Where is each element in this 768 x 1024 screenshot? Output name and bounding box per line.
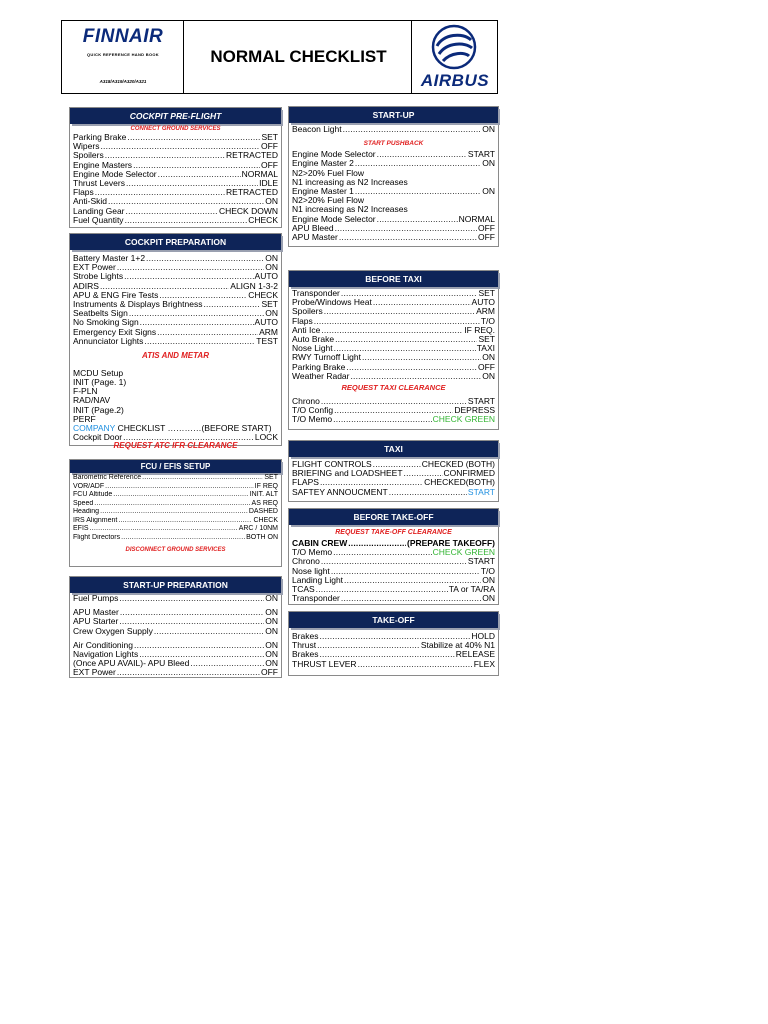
item-label: Brakes	[292, 650, 319, 660]
checklist-row	[73, 133, 278, 142]
checklist-row	[73, 197, 278, 206]
checklist-row	[73, 318, 278, 327]
checklist-row	[292, 557, 495, 566]
checklist-row	[292, 363, 495, 372]
item-label: Seatbelts Sign	[73, 309, 128, 319]
item-label: Beacon Light	[292, 125, 342, 134]
checklist-row	[292, 298, 495, 307]
item-value: IF REQ	[254, 482, 278, 490]
mcdu-step: INIT (Page.2)	[73, 404, 124, 415]
item-label: Engine Master 1	[292, 186, 354, 196]
checklist-row	[292, 150, 495, 159]
item-label: THRUST LEVER	[292, 659, 357, 669]
item-value: SET	[478, 289, 495, 298]
item-label: RWY Turnoff Light	[292, 353, 361, 363]
checklist-row	[292, 567, 495, 576]
item-label: Crew Oxygen Supply	[73, 626, 153, 636]
item-value: ON	[482, 353, 495, 363]
item-value: LOCK	[254, 433, 278, 443]
item-value: ON	[265, 608, 278, 618]
item-label: APU Starter	[73, 617, 119, 627]
item-value: START	[467, 557, 495, 567]
airbus-logo: AIRBUS	[420, 71, 490, 90]
item-label: Heading	[73, 508, 100, 515]
item-value: ON	[265, 626, 278, 636]
item-value: T/O	[480, 316, 495, 326]
item-label: T/O Config	[292, 406, 334, 416]
mcdu-step: RAD/NAV	[73, 395, 111, 406]
item-value: CHECK GREEN	[432, 415, 495, 425]
item-value: RETRACTED	[226, 151, 278, 161]
checklist-row	[73, 179, 278, 188]
item-value: T/O	[480, 566, 495, 576]
item-value: ON	[482, 594, 495, 604]
item-label: Nose light	[292, 566, 330, 576]
section-title: TAKE-OFF	[289, 612, 498, 628]
item-label: Fuel Pumps	[73, 594, 119, 603]
checklist-row	[73, 170, 278, 179]
item-label: No Smoking Sign	[73, 318, 139, 328]
item-value: AS REQ	[251, 499, 278, 507]
item-label: Parking Brake	[292, 362, 346, 372]
disconnect-ground-note: DISCONNECT GROUND SERVICES	[125, 547, 226, 553]
section-title: START-UP PREPARATION	[70, 577, 281, 593]
item-value: TA or TA/RA	[448, 584, 495, 594]
item-value: INIT. ALT	[249, 491, 278, 498]
n1-increasing-text: N1 increasing as N2 Increases	[292, 204, 408, 215]
startup-section	[288, 106, 499, 247]
finnair-logo-cell	[62, 21, 184, 93]
checklist-row	[292, 539, 495, 548]
item-label: Anti-Skid	[73, 197, 108, 207]
item-value: ON	[482, 371, 495, 381]
checklist-row	[73, 491, 278, 500]
item-label: Engine Masters	[73, 160, 133, 170]
item-value: (PREPARE TAKEOFF)	[407, 539, 495, 548]
checklist-row	[292, 632, 495, 641]
checklist-row	[73, 291, 278, 300]
company-checklist-text: CHECKLIST …………(BEFORE START)	[115, 423, 272, 434]
item-label: Probe/Windows Heat	[292, 298, 372, 308]
atis-metar-note: ATIS AND METAR	[142, 350, 209, 360]
item-label: Instruments & Displays Brightness	[73, 299, 203, 309]
item-label: Chrono	[292, 396, 320, 406]
item-label: Engine Mode Selector	[292, 150, 376, 160]
checklist-row	[73, 309, 278, 318]
item-label: Anti Ice	[292, 325, 321, 335]
item-label: Air Conditioning	[73, 640, 134, 650]
checklist-row	[73, 650, 278, 659]
item-label: Fuel Quantity	[73, 215, 124, 225]
checklist-row	[292, 344, 495, 353]
item-label: Strobe Lights	[73, 272, 124, 282]
item-label: TCAS	[292, 584, 315, 594]
checklist-header	[61, 20, 498, 94]
item-value: CHECK	[248, 290, 278, 300]
aircraft-models: A318/A319/A320/A321	[99, 79, 147, 84]
checklist-row	[292, 641, 495, 650]
item-value: BOTH ON	[246, 533, 278, 541]
checklist-row	[73, 534, 278, 543]
checklist-row	[73, 483, 278, 492]
airbus-globe-icon	[431, 24, 477, 70]
checklist-row	[73, 161, 278, 170]
item-value: ON	[265, 659, 278, 669]
checklist-row	[73, 617, 278, 626]
item-label: T/O Memo	[292, 415, 333, 425]
checklist-row	[292, 215, 495, 224]
checklist-row	[292, 353, 495, 362]
checklist-row	[292, 233, 495, 242]
checklist-row	[73, 517, 278, 526]
item-value: ON	[265, 254, 278, 263]
checklist-row	[292, 594, 495, 603]
item-label: Flaps	[292, 316, 313, 326]
item-label: FLAPS	[292, 478, 319, 488]
item-label: Emergency Exit Signs	[73, 327, 157, 337]
checklist-row	[292, 660, 495, 669]
item-value: START	[467, 396, 495, 406]
note-connect-ground: CONNECT GROUND SERVICES	[130, 126, 221, 132]
item-label: Battery Master 1+2	[73, 254, 146, 263]
checklist-row	[73, 474, 278, 483]
item-label: IRS Alignment	[73, 516, 118, 524]
checklist-row	[73, 508, 278, 517]
item-value: SET	[261, 299, 278, 309]
item-label: Engine Mode Selector	[73, 169, 157, 179]
checklist-row	[73, 525, 278, 534]
checklist-row	[292, 650, 495, 659]
checklist-row	[73, 272, 278, 281]
checklist-row	[73, 300, 278, 309]
checklist-row	[292, 406, 495, 415]
item-value: CHECK GREEN	[432, 548, 495, 558]
section-title: COCKPIT PREPARATION	[70, 234, 281, 250]
item-label: T/O Memo	[292, 548, 333, 558]
checklist-row	[292, 415, 495, 424]
item-value: OFF	[261, 142, 278, 152]
item-label: Thrust Levers	[73, 178, 125, 188]
item-label: Navigation Lights	[73, 649, 139, 659]
item-value: ON	[265, 594, 278, 603]
item-label: Nose Light	[292, 344, 333, 354]
section-title: START-UP	[289, 107, 498, 123]
checklist-row	[292, 224, 495, 233]
item-value: ON	[265, 617, 278, 627]
item-label: Spoilers	[73, 151, 104, 161]
item-value: SET	[261, 133, 278, 142]
item-value: FLEX	[473, 659, 495, 669]
item-value: ON	[265, 649, 278, 659]
checklist-row	[292, 548, 495, 557]
fcu-efis-section	[69, 459, 282, 567]
mcdu-step: PERF	[73, 413, 96, 424]
item-value: ON	[265, 640, 278, 650]
item-value: CHECKED(BOTH)	[424, 478, 495, 488]
request-takeoff-note: REQUEST TAKE-OFF CLEARANCE	[335, 529, 452, 536]
request-taxi-note: REQUEST TAXI CLEARANCE	[341, 382, 446, 392]
item-value: SET	[478, 334, 495, 344]
checklist-row	[73, 668, 278, 677]
cockpit-preflight-section	[69, 107, 282, 228]
finnair-logo: FINNAIR	[82, 26, 164, 47]
checklist-row	[292, 576, 495, 585]
company-label: COMPANY	[73, 423, 116, 434]
item-value: ON	[482, 186, 495, 196]
mcdu-step: MCDU Setup	[73, 367, 124, 378]
item-value: CONFIRMED	[443, 469, 495, 479]
n2-fuel-flow-text: N2>20% Fuel Flow	[292, 195, 365, 206]
taxi-section	[288, 440, 499, 502]
section-title: FCU / EFIS SETUP	[70, 460, 281, 473]
item-label: Chrono	[292, 557, 320, 567]
item-value: TEST	[256, 336, 278, 346]
item-label: Parking Brake	[73, 133, 127, 142]
item-value: OFF	[478, 223, 495, 233]
item-value: ALIGN 1-3-2	[230, 281, 278, 291]
item-value: ARM	[476, 307, 495, 317]
item-value: RETRACTED	[226, 188, 278, 198]
checklist-row	[292, 397, 495, 406]
item-label: (Once APU AVAIL)- APU Bleed	[73, 659, 190, 669]
checklist-row	[292, 478, 495, 487]
checklist-row	[292, 585, 495, 594]
item-label: EXT Power	[73, 263, 116, 273]
mcdu-step: INIT (Page. 1)	[73, 377, 127, 388]
checklist-row	[73, 641, 278, 650]
item-value: HOLD	[471, 632, 495, 641]
item-label: Flight Directors	[73, 533, 121, 541]
item-label: Thrust	[292, 641, 317, 651]
item-label: APU Master	[73, 608, 119, 618]
checklist-row	[292, 289, 495, 298]
item-value: ON	[482, 125, 495, 134]
item-label: Transponder	[292, 289, 340, 298]
item-label: APU Bleed	[292, 223, 334, 233]
section-title: BEFORE TAXI	[289, 271, 498, 287]
item-value: ARM	[259, 327, 278, 337]
item-value: Stabilize at 40% N1	[420, 641, 495, 651]
item-value: NORMAL	[458, 214, 495, 224]
checklist-row	[73, 282, 278, 291]
item-value: ARC / 10NM	[238, 525, 278, 532]
item-label: Barometric Reference	[73, 474, 142, 481]
checklist-row	[73, 188, 278, 197]
item-value: IF REQ.	[464, 325, 495, 335]
item-value: IDLE	[259, 178, 278, 188]
item-value: AUTO	[471, 298, 495, 308]
item-label: Engine Mode Selector	[292, 214, 376, 224]
section-title: COCKPIT PRE-FLIGHT	[70, 108, 281, 124]
item-value: RELEASE	[455, 650, 495, 660]
checklist-row	[292, 317, 495, 326]
checklist-row	[292, 460, 495, 469]
item-value: DASHED	[248, 508, 278, 515]
n2-fuel-flow-text: N2>20% Fuel Flow	[292, 167, 365, 178]
item-label: Transponder	[292, 594, 340, 604]
item-value: CHECK DOWN	[218, 206, 278, 216]
checklist-row	[73, 151, 278, 160]
checklist-row	[73, 142, 278, 151]
company-checklist-row	[73, 424, 278, 433]
item-label: Spoilers	[292, 307, 323, 317]
request-atc-note: REQUEST ATC IFR CLEARANCE	[113, 441, 238, 451]
item-label: Engine Master 2	[292, 159, 354, 169]
takeoff-section	[288, 611, 499, 676]
item-value: CHECK	[248, 215, 278, 225]
checklist-row	[292, 326, 495, 335]
item-label: CABIN CREW	[292, 539, 348, 548]
item-label: APU Master	[292, 232, 338, 242]
checklist-row	[73, 263, 278, 272]
cockpit-preparation-section	[69, 233, 282, 451]
item-value: OFF	[478, 362, 495, 372]
startup-preparation-section	[69, 576, 282, 678]
item-label: BRIEFING and LOADSHEET	[292, 469, 403, 479]
airbus-logo-cell	[411, 21, 497, 93]
item-value: CHECKED (BOTH)	[421, 460, 495, 469]
item-label: APU & ENG Fire Tests	[73, 290, 159, 300]
item-value: START	[467, 487, 495, 497]
checklist-row	[73, 500, 278, 509]
checklist-row	[73, 337, 278, 346]
item-value: OFF	[261, 160, 278, 170]
item-value: ON	[482, 159, 495, 169]
item-value: NORMAL	[241, 169, 278, 179]
item-value: CHECK	[253, 516, 278, 524]
start-pushback-note: START PUSHBACK	[363, 140, 424, 148]
item-value: ON	[265, 309, 278, 319]
item-value: AUTO	[254, 272, 278, 282]
checklist-row	[73, 659, 278, 668]
item-label: ADIRS	[73, 281, 99, 291]
item-value: OFF	[478, 232, 495, 242]
checklist-row	[73, 594, 278, 603]
handbook-label: QUICK REFERENCE HAND BOOK	[87, 52, 159, 57]
item-value: ON	[482, 575, 495, 585]
checklist-row	[73, 328, 278, 337]
item-value: START	[467, 150, 495, 160]
item-value: ON	[265, 197, 278, 207]
item-value: ON	[265, 263, 278, 273]
item-label: EXT Power	[73, 668, 116, 678]
checklist-row	[292, 372, 495, 381]
checklist-row	[292, 469, 495, 478]
n1-increasing-text: N1 increasing as N2 Increases	[292, 176, 408, 187]
item-value: SET	[264, 474, 278, 481]
checklist-row	[73, 254, 278, 263]
checklist-row	[73, 216, 278, 225]
checklist-row	[73, 207, 278, 216]
item-label: Landing Light	[292, 575, 344, 585]
item-value: OFF	[261, 668, 278, 678]
checklist-row	[292, 307, 495, 316]
mcdu-step: F-PLN	[73, 386, 98, 397]
page-title: NORMAL CHECKLIST	[210, 47, 387, 66]
item-label: Flaps	[73, 188, 94, 198]
checklist-row	[292, 488, 495, 497]
item-label: Weather Radar	[292, 371, 350, 381]
checklist-row	[292, 335, 495, 344]
before-taxi-section	[288, 270, 499, 430]
item-label: Auto Brake	[292, 334, 335, 344]
item-value: DEPRESS	[454, 406, 495, 416]
checklist-row	[73, 627, 278, 636]
item-label: Speed	[73, 499, 94, 507]
item-label: VOR/ADF	[73, 482, 105, 490]
item-label: FCU Altitude	[73, 491, 113, 498]
checklist-row	[292, 125, 495, 134]
checklist-row	[73, 608, 278, 617]
item-label: EFIS	[73, 525, 89, 532]
section-title: BEFORE TAKE-OFF	[289, 509, 498, 525]
item-label: Wipers	[73, 142, 100, 152]
item-label: Annunciator Lights	[73, 336, 144, 346]
item-label: Brakes	[292, 632, 319, 641]
item-label: Cockpit Door	[73, 433, 123, 443]
item-label: FLIGHT CONTROLS	[292, 460, 372, 469]
item-value: AUTO	[254, 318, 278, 328]
item-label: Landing Gear	[73, 206, 125, 216]
item-value: TAXI	[476, 344, 495, 354]
section-title: TAXI	[289, 441, 498, 457]
before-takeoff-section	[288, 508, 499, 605]
item-label: SAFTEY ANNOUCMENT	[292, 487, 388, 497]
